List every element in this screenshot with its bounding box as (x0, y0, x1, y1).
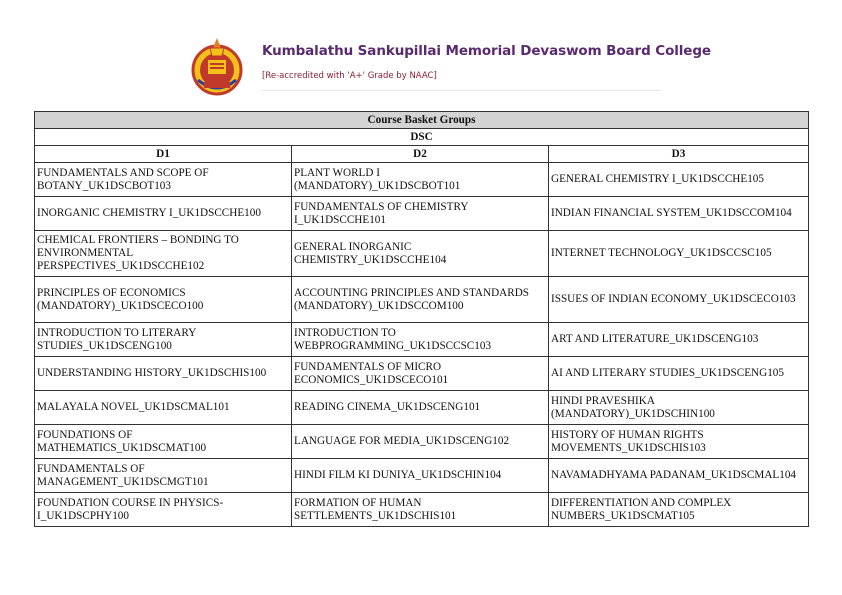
table-row (35, 277, 809, 323)
table-cell: ISSUES OF INDIAN ECONOMY_UK1DSCECO103 (549, 277, 809, 323)
table-cell: NAVAMADHYAMA PADANAM_UK1DSCMAL104 (549, 459, 809, 493)
table-cell: MALAYALA NOVEL_UK1DSCMAL101 (35, 391, 292, 425)
header-divider (262, 90, 662, 91)
table-row (35, 197, 809, 231)
table-row (35, 357, 809, 391)
accreditation-note: [Re-accredited with 'A+' Grade by NAAC] (262, 71, 437, 81)
table-cell: ACCOUNTING PRINCIPLES AND STANDARDS (MANDATORY)_UK1DSCCOM100 (292, 277, 549, 323)
table-cell: HISTORY OF HUMAN RIGHTS MOVEMENTS_UK1DSCHIS103 (549, 425, 809, 459)
table-cell: CHEMICAL FRONTIERS – BONDING TO ENVIRONMENTAL PERSPECTIVES_UK1DSCCHE102 (35, 231, 292, 277)
table-row (35, 231, 809, 277)
table-subtitle: DSC (35, 129, 809, 146)
table-row (35, 391, 809, 425)
table-cell: FUNDAMENTALS OF MANAGEMENT_UK1DSCMGT101 (35, 459, 292, 493)
table-cell: GENERAL CHEMISTRY I_UK1DSCCHE105 (549, 163, 809, 197)
table-cell: READING CINEMA_UK1DSCENG101 (292, 391, 549, 425)
table-title: Course Basket Groups (35, 112, 809, 129)
table-cell: LANGUAGE FOR MEDIA_UK1DSCENG102 (292, 425, 549, 459)
table-cell: AI AND LITERARY STUDIES_UK1DSCENG105 (549, 357, 809, 391)
table-cell: ART AND LITERATURE_UK1DSCENG103 (549, 323, 809, 357)
table-cell: FOUNDATIONS OF MATHEMATICS_UK1DSCMAT100 (35, 425, 292, 459)
college-emblem-icon (186, 36, 248, 96)
table-cell: FUNDAMENTALS OF MICRO ECONOMICS_UK1DSCECO101 (292, 357, 549, 391)
column-header-d2: D2 (292, 146, 549, 163)
table-cell: HINDI PRAVESHIKA (MANDATORY)_UK1DSCHIN100 (549, 391, 809, 425)
table-cell: GENERAL INORGANIC CHEMISTRY_UK1DSCCHE104 (292, 231, 549, 277)
table-cell: INORGANIC CHEMISTRY I_UK1DSCCHE100 (35, 197, 292, 231)
column-header-d1: D1 (35, 146, 292, 163)
table-cell: HINDI FILM KI DUNIYA_UK1DSCHIN104 (292, 459, 549, 493)
table-cell: INTRODUCTION TO WEBPROGRAMMING_UK1DSCCSC103 (292, 323, 549, 357)
table-cell: PRINCIPLES OF ECONOMICS (MANDATORY)_UK1DSCECO100 (35, 277, 292, 323)
table-row (35, 425, 809, 459)
column-header-d3: D3 (549, 146, 809, 163)
table-cell: UNDERSTANDING HISTORY_UK1DSCHIS100 (35, 357, 292, 391)
course-basket-table (34, 111, 809, 527)
table-cell: FUNDAMENTALS OF CHEMISTRY I_UK1DSCCHE101 (292, 197, 549, 231)
college-name: Kumbalathu Sankupillai Memorial Devaswom Board College (262, 43, 711, 59)
table-cell: FORMATION OF HUMAN SETTLEMENTS_UK1DSCHIS101 (292, 493, 549, 527)
table-cell: INDIAN FINANCIAL SYSTEM_UK1DSCCOM104 (549, 197, 809, 231)
table-row (35, 459, 809, 493)
college-header (186, 36, 711, 98)
table-cell: INTRODUCTION TO LITERARY STUDIES_UK1DSCENG100 (35, 323, 292, 357)
table-row (35, 163, 809, 197)
table-row (35, 323, 809, 357)
table-cell: PLANT WORLD I (MANDATORY)_UK1DSCBOT101 (292, 163, 549, 197)
table-cell: FOUNDATION COURSE IN PHYSICS-I_UK1DSCPHY100 (35, 493, 292, 527)
table-cell: DIFFERENTIATION AND COMPLEX NUMBERS_UK1DSCMAT105 (549, 493, 809, 527)
table-cell: FUNDAMENTALS AND SCOPE OF BOTANY_UK1DSCBOT103 (35, 163, 292, 197)
table-row (35, 493, 809, 527)
table-cell: INTERNET TECHNOLOGY_UK1DSCCSC105 (549, 231, 809, 277)
